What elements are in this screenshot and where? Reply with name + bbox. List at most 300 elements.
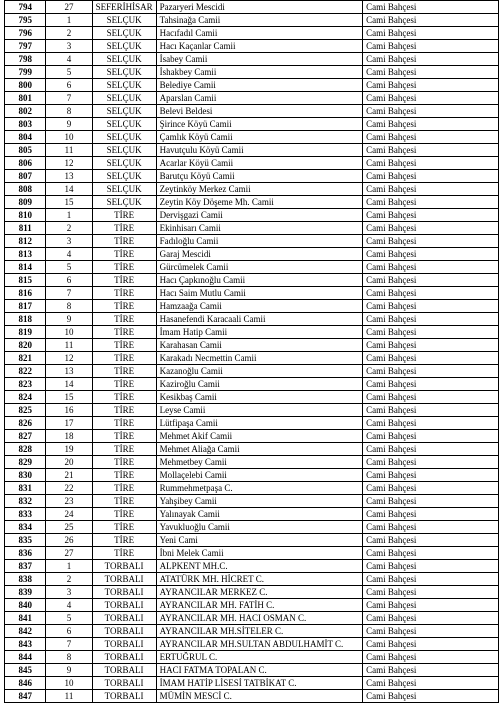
row-number-cell: 803 <box>5 118 46 131</box>
district-index-cell: 4 <box>46 53 92 66</box>
mosque-name-cell: ALPKENT MH.C. <box>156 560 363 573</box>
mosque-name-cell: İMAM HATİP LİSESİ TATBİKAT C. <box>156 677 363 690</box>
row-number-cell: 842 <box>5 625 46 638</box>
district-index-cell: 11 <box>46 339 92 352</box>
table-row <box>5 170 499 183</box>
district-index-cell: 14 <box>46 183 92 196</box>
location-cell: Cami Bahçesi <box>363 248 499 261</box>
district-cell: TİRE <box>92 287 156 300</box>
table-row <box>5 469 499 482</box>
row-number-cell: 816 <box>5 287 46 300</box>
location-cell: Cami Bahçesi <box>363 79 499 92</box>
row-number-cell: 824 <box>5 391 46 404</box>
mosque-name-cell: Belevi Beldesi <box>156 105 363 118</box>
location-cell: Cami Bahçesi <box>363 365 499 378</box>
mosque-name-cell: Yahşibey Camii <box>156 495 363 508</box>
location-cell: Cami Bahçesi <box>363 534 499 547</box>
table-row <box>5 339 499 352</box>
location-cell: Cami Bahçesi <box>363 92 499 105</box>
district-index-cell: 6 <box>46 79 92 92</box>
district-cell: SELÇUK <box>92 27 156 40</box>
location-cell: Cami Bahçesi <box>363 235 499 248</box>
table-row <box>5 14 499 27</box>
district-index-cell: 1 <box>46 14 92 27</box>
district-cell: SELÇUK <box>92 92 156 105</box>
district-cell: TİRE <box>92 495 156 508</box>
district-index-cell: 25 <box>46 521 92 534</box>
table-row <box>5 664 499 677</box>
row-number-cell: 838 <box>5 573 46 586</box>
row-number-cell: 833 <box>5 508 46 521</box>
table-row <box>5 352 499 365</box>
district-index-cell: 3 <box>46 586 92 599</box>
mosque-name-cell: Karahasan Camii <box>156 339 363 352</box>
mosque-name-cell: Çamlık Köyü Camii <box>156 131 363 144</box>
table-row <box>5 521 499 534</box>
location-cell: Cami Bahçesi <box>363 677 499 690</box>
district-cell: TİRE <box>92 378 156 391</box>
table-row <box>5 40 499 53</box>
district-cell: TİRE <box>92 547 156 560</box>
mosque-name-cell: Yavukluoğlu Camii <box>156 521 363 534</box>
row-number-cell: 837 <box>5 560 46 573</box>
table-row <box>5 547 499 560</box>
mosque-name-cell: İsabey Camii <box>156 53 363 66</box>
table-row <box>5 79 499 92</box>
location-cell: Cami Bahçesi <box>363 144 499 157</box>
row-number-cell: 834 <box>5 521 46 534</box>
table-row <box>5 157 499 170</box>
table-row <box>5 53 499 66</box>
mosque-name-cell: Fadıloğlu Camii <box>156 235 363 248</box>
location-cell: Cami Bahçesi <box>363 469 499 482</box>
location-cell: Cami Bahçesi <box>363 404 499 417</box>
district-cell: TİRE <box>92 235 156 248</box>
district-cell: TİRE <box>92 391 156 404</box>
district-index-cell: 9 <box>46 118 92 131</box>
district-cell: TİRE <box>92 261 156 274</box>
mosque-name-cell: Aparslan Camii <box>156 92 363 105</box>
table-row <box>5 183 499 196</box>
district-cell: SELÇUK <box>92 118 156 131</box>
mosque-name-cell: Havutçulu Köyü Camii <box>156 144 363 157</box>
mosque-name-cell: MÜMİN MESCİ C. <box>156 690 363 703</box>
table-row <box>5 573 499 586</box>
district-cell: TİRE <box>92 365 156 378</box>
table-row <box>5 209 499 222</box>
mosque-name-cell: İbni Melek Camii <box>156 547 363 560</box>
district-cell: SELÇUK <box>92 183 156 196</box>
district-cell: SELÇUK <box>92 40 156 53</box>
district-cell: TİRE <box>92 417 156 430</box>
table-row <box>5 560 499 573</box>
location-cell: Cami Bahçesi <box>363 560 499 573</box>
mosque-name-cell: Hasanefendi Karacaali Camii <box>156 313 363 326</box>
district-index-cell: 2 <box>46 222 92 235</box>
district-cell: SELÇUK <box>92 14 156 27</box>
mosque-name-cell: Kesikbaş Camii <box>156 391 363 404</box>
district-index-cell: 5 <box>46 261 92 274</box>
table-row <box>5 118 499 131</box>
district-index-cell: 4 <box>46 248 92 261</box>
row-number-cell: 826 <box>5 417 46 430</box>
mosque-name-cell: Mehmet Akif Camii <box>156 430 363 443</box>
district-cell: SELÇUK <box>92 79 156 92</box>
district-cell: TİRE <box>92 430 156 443</box>
row-number-cell: 812 <box>5 235 46 248</box>
row-number-cell: 821 <box>5 352 46 365</box>
district-index-cell: 15 <box>46 391 92 404</box>
district-index-cell: 9 <box>46 664 92 677</box>
location-cell: Cami Bahçesi <box>363 625 499 638</box>
location-cell: Cami Bahçesi <box>363 339 499 352</box>
district-cell: SEFERİHİSAR <box>92 1 156 14</box>
row-number-cell: 795 <box>5 14 46 27</box>
location-cell: Cami Bahçesi <box>363 508 499 521</box>
mosque-name-cell: Barutçu Köyü Camii <box>156 170 363 183</box>
table-row <box>5 131 499 144</box>
district-index-cell: 27 <box>46 547 92 560</box>
district-index-cell: 26 <box>46 534 92 547</box>
table-row <box>5 651 499 664</box>
location-cell: Cami Bahçesi <box>363 612 499 625</box>
district-index-cell: 12 <box>46 157 92 170</box>
row-number-cell: 847 <box>5 690 46 703</box>
district-cell: TİRE <box>92 339 156 352</box>
mosque-name-cell: Acarlar Köyü Camii <box>156 157 363 170</box>
district-cell: SELÇUK <box>92 66 156 79</box>
mosque-name-cell: Leyse Camii <box>156 404 363 417</box>
row-number-cell: 828 <box>5 443 46 456</box>
table-row <box>5 27 499 40</box>
location-cell: Cami Bahçesi <box>363 287 499 300</box>
row-number-cell: 797 <box>5 40 46 53</box>
table-row <box>5 391 499 404</box>
district-index-cell: 2 <box>46 27 92 40</box>
district-cell: TİRE <box>92 300 156 313</box>
row-number-cell: 802 <box>5 105 46 118</box>
district-cell: TORBALI <box>92 651 156 664</box>
table-row <box>5 248 499 261</box>
mosque-name-cell: Pazaryeri Mescidi <box>156 1 363 14</box>
district-cell: SELÇUK <box>92 170 156 183</box>
location-cell: Cami Bahçesi <box>363 651 499 664</box>
district-cell: TİRE <box>92 313 156 326</box>
location-cell: Cami Bahçesi <box>363 131 499 144</box>
district-cell: TORBALI <box>92 677 156 690</box>
table-row <box>5 586 499 599</box>
mosque-name-cell: Mehmetbey Camii <box>156 456 363 469</box>
district-index-cell: 6 <box>46 274 92 287</box>
mosque-name-cell: ERTUĞRUL C. <box>156 651 363 664</box>
table-row <box>5 300 499 313</box>
table-row <box>5 261 499 274</box>
mosque-name-cell: Zeytinköy Merkez Camii <box>156 183 363 196</box>
district-index-cell: 10 <box>46 131 92 144</box>
district-index-cell: 7 <box>46 287 92 300</box>
district-index-cell: 4 <box>46 599 92 612</box>
location-cell: Cami Bahçesi <box>363 14 499 27</box>
row-number-cell: 817 <box>5 300 46 313</box>
row-number-cell: 823 <box>5 378 46 391</box>
row-number-cell: 846 <box>5 677 46 690</box>
row-number-cell: 825 <box>5 404 46 417</box>
location-cell: Cami Bahçesi <box>363 352 499 365</box>
district-index-cell: 8 <box>46 105 92 118</box>
location-cell: Cami Bahçesi <box>363 1 499 14</box>
mosque-name-cell: Belediye Camii <box>156 79 363 92</box>
mosque-name-cell: AYRANCILAR MH. FATİH C. <box>156 599 363 612</box>
district-cell: TORBALI <box>92 690 156 703</box>
row-number-cell: 836 <box>5 547 46 560</box>
location-cell: Cami Bahçesi <box>363 261 499 274</box>
district-index-cell: 27 <box>46 1 92 14</box>
district-index-cell: 12 <box>46 352 92 365</box>
location-cell: Cami Bahçesi <box>363 443 499 456</box>
row-number-cell: 831 <box>5 482 46 495</box>
location-cell: Cami Bahçesi <box>363 547 499 560</box>
table-row <box>5 365 499 378</box>
table-row <box>5 287 499 300</box>
row-number-cell: 810 <box>5 209 46 222</box>
table-row <box>5 404 499 417</box>
district-index-cell: 1 <box>46 560 92 573</box>
row-number-cell: 819 <box>5 326 46 339</box>
row-number-cell: 830 <box>5 469 46 482</box>
location-cell: Cami Bahçesi <box>363 495 499 508</box>
district-index-cell: 13 <box>46 170 92 183</box>
table-row <box>5 1 499 14</box>
mosque-name-cell: Mollaçelebi Camii <box>156 469 363 482</box>
district-index-cell: 22 <box>46 482 92 495</box>
district-index-cell: 17 <box>46 417 92 430</box>
district-cell: TİRE <box>92 352 156 365</box>
table-row <box>5 690 499 703</box>
location-cell: Cami Bahçesi <box>363 638 499 651</box>
row-number-cell: 813 <box>5 248 46 261</box>
table-row <box>5 612 499 625</box>
mosque-name-cell: ATATÜRK MH. HİCRET C. <box>156 573 363 586</box>
row-number-cell: 801 <box>5 92 46 105</box>
location-cell: Cami Bahçesi <box>363 222 499 235</box>
row-number-cell: 841 <box>5 612 46 625</box>
district-cell: TORBALI <box>92 625 156 638</box>
location-cell: Cami Bahçesi <box>363 183 499 196</box>
location-cell: Cami Bahçesi <box>363 118 499 131</box>
table-body <box>5 1 499 703</box>
district-index-cell: 24 <box>46 508 92 521</box>
location-cell: Cami Bahçesi <box>363 27 499 40</box>
row-number-cell: 814 <box>5 261 46 274</box>
location-cell: Cami Bahçesi <box>363 456 499 469</box>
table-row <box>5 196 499 209</box>
table-row <box>5 222 499 235</box>
mosque-name-cell: Hacı Kaçanlar Camii <box>156 40 363 53</box>
row-number-cell: 796 <box>5 27 46 40</box>
mosque-name-cell: Garaj Mescidi <box>156 248 363 261</box>
row-number-cell: 827 <box>5 430 46 443</box>
district-index-cell: 19 <box>46 443 92 456</box>
table-row <box>5 508 499 521</box>
district-index-cell: 8 <box>46 651 92 664</box>
district-cell: TİRE <box>92 404 156 417</box>
row-number-cell: 843 <box>5 638 46 651</box>
location-cell: Cami Bahçesi <box>363 196 499 209</box>
location-cell: Cami Bahçesi <box>363 326 499 339</box>
mosque-name-cell: Hacı Çapkınoğlu Camii <box>156 274 363 287</box>
table-row <box>5 625 499 638</box>
location-cell: Cami Bahçesi <box>363 274 499 287</box>
district-cell: TORBALI <box>92 638 156 651</box>
mosque-name-cell: AYRANCILAR MERKEZ C. <box>156 586 363 599</box>
row-number-cell: 808 <box>5 183 46 196</box>
row-number-cell: 845 <box>5 664 46 677</box>
table-row <box>5 92 499 105</box>
district-index-cell: 2 <box>46 573 92 586</box>
mosque-name-cell: İshakbey Camii <box>156 66 363 79</box>
district-index-cell: 6 <box>46 625 92 638</box>
table-row <box>5 430 499 443</box>
district-cell: TORBALI <box>92 664 156 677</box>
district-cell: TİRE <box>92 482 156 495</box>
mosque-name-cell: Yalınayak Camii <box>156 508 363 521</box>
row-number-cell: 798 <box>5 53 46 66</box>
mosque-name-cell: Kazanoğlu Camii <box>156 365 363 378</box>
table-row <box>5 534 499 547</box>
district-cell: TİRE <box>92 508 156 521</box>
row-number-cell: 844 <box>5 651 46 664</box>
district-index-cell: 11 <box>46 690 92 703</box>
table-row <box>5 66 499 79</box>
location-cell: Cami Bahçesi <box>363 573 499 586</box>
mosque-name-cell: Kaziroğlu Camii <box>156 378 363 391</box>
district-cell: TİRE <box>92 521 156 534</box>
row-number-cell: 820 <box>5 339 46 352</box>
district-cell: TORBALI <box>92 560 156 573</box>
district-index-cell: 15 <box>46 196 92 209</box>
location-cell: Cami Bahçesi <box>363 664 499 677</box>
table-row <box>5 417 499 430</box>
district-index-cell: 20 <box>46 456 92 469</box>
row-number-cell: 839 <box>5 586 46 599</box>
district-cell: TİRE <box>92 456 156 469</box>
location-cell: Cami Bahçesi <box>363 378 499 391</box>
table-row <box>5 235 499 248</box>
location-cell: Cami Bahçesi <box>363 482 499 495</box>
mosque-list-table <box>4 0 499 703</box>
table-row <box>5 443 499 456</box>
mosque-name-cell: Zeytin Köy Döşeme Mh. Camii <box>156 196 363 209</box>
district-index-cell: 16 <box>46 404 92 417</box>
district-cell: SELÇUK <box>92 131 156 144</box>
row-number-cell: 794 <box>5 1 46 14</box>
mosque-name-cell: Yeni Cami <box>156 534 363 547</box>
location-cell: Cami Bahçesi <box>363 430 499 443</box>
district-cell: SELÇUK <box>92 196 156 209</box>
mosque-name-cell: AYRANCILAR MH.SULTAN ABDULHAMİT C. <box>156 638 363 651</box>
row-number-cell: 807 <box>5 170 46 183</box>
mosque-name-cell: Şirince Köyü Camii <box>156 118 363 131</box>
district-index-cell: 3 <box>46 235 92 248</box>
district-index-cell: 11 <box>46 144 92 157</box>
mosque-name-cell: Gürcümelek Camii <box>156 261 363 274</box>
mosque-name-cell: AYRANCILAR MH. HACI OSMAN C. <box>156 612 363 625</box>
table-row <box>5 677 499 690</box>
location-cell: Cami Bahçesi <box>363 599 499 612</box>
district-cell: TORBALI <box>92 599 156 612</box>
district-index-cell: 13 <box>46 365 92 378</box>
location-cell: Cami Bahçesi <box>363 300 499 313</box>
row-number-cell: 829 <box>5 456 46 469</box>
district-index-cell: 5 <box>46 612 92 625</box>
district-cell: TORBALI <box>92 612 156 625</box>
mosque-name-cell: Tahsinağa Camii <box>156 14 363 27</box>
mosque-name-cell: Dervişgazi Camii <box>156 209 363 222</box>
location-cell: Cami Bahçesi <box>363 170 499 183</box>
district-cell: SELÇUK <box>92 144 156 157</box>
mosque-name-cell: Hacıfadıl Camii <box>156 27 363 40</box>
district-index-cell: 10 <box>46 326 92 339</box>
district-index-cell: 8 <box>46 300 92 313</box>
row-number-cell: 799 <box>5 66 46 79</box>
district-cell: SELÇUK <box>92 157 156 170</box>
location-cell: Cami Bahçesi <box>363 586 499 599</box>
row-number-cell: 806 <box>5 157 46 170</box>
table-row <box>5 456 499 469</box>
district-index-cell: 10 <box>46 677 92 690</box>
district-cell: SELÇUK <box>92 53 156 66</box>
table-row <box>5 144 499 157</box>
mosque-name-cell: İmam Hatip Camii <box>156 326 363 339</box>
row-number-cell: 832 <box>5 495 46 508</box>
mosque-name-cell: HACI FATMA TOPALAN C. <box>156 664 363 677</box>
district-index-cell: 5 <box>46 66 92 79</box>
table-row <box>5 599 499 612</box>
location-cell: Cami Bahçesi <box>363 53 499 66</box>
district-index-cell: 7 <box>46 92 92 105</box>
mosque-name-cell: Hacı Saim Mutlu Camii <box>156 287 363 300</box>
row-number-cell: 835 <box>5 534 46 547</box>
table-row <box>5 378 499 391</box>
row-number-cell: 800 <box>5 79 46 92</box>
mosque-name-cell: Lütfipaşa Camii <box>156 417 363 430</box>
district-cell: TİRE <box>92 222 156 235</box>
location-cell: Cami Bahçesi <box>363 105 499 118</box>
table-row <box>5 105 499 118</box>
row-number-cell: 805 <box>5 144 46 157</box>
location-cell: Cami Bahçesi <box>363 66 499 79</box>
row-number-cell: 811 <box>5 222 46 235</box>
district-cell: SELÇUK <box>92 105 156 118</box>
row-number-cell: 822 <box>5 365 46 378</box>
district-index-cell: 23 <box>46 495 92 508</box>
table-row <box>5 482 499 495</box>
location-cell: Cami Bahçesi <box>363 417 499 430</box>
district-index-cell: 21 <box>46 469 92 482</box>
district-cell: TİRE <box>92 326 156 339</box>
mosque-name-cell: Mehmet Aliağa Camii <box>156 443 363 456</box>
location-cell: Cami Bahçesi <box>363 313 499 326</box>
row-number-cell: 804 <box>5 131 46 144</box>
mosque-name-cell: Hamzaağa Camii <box>156 300 363 313</box>
row-number-cell: 818 <box>5 313 46 326</box>
district-index-cell: 3 <box>46 40 92 53</box>
row-number-cell: 815 <box>5 274 46 287</box>
mosque-name-cell: Karakadı Necmettin Camii <box>156 352 363 365</box>
district-index-cell: 1 <box>46 209 92 222</box>
mosque-name-cell: AYRANCILAR MH.SİTELER C. <box>156 625 363 638</box>
district-cell: TORBALI <box>92 586 156 599</box>
